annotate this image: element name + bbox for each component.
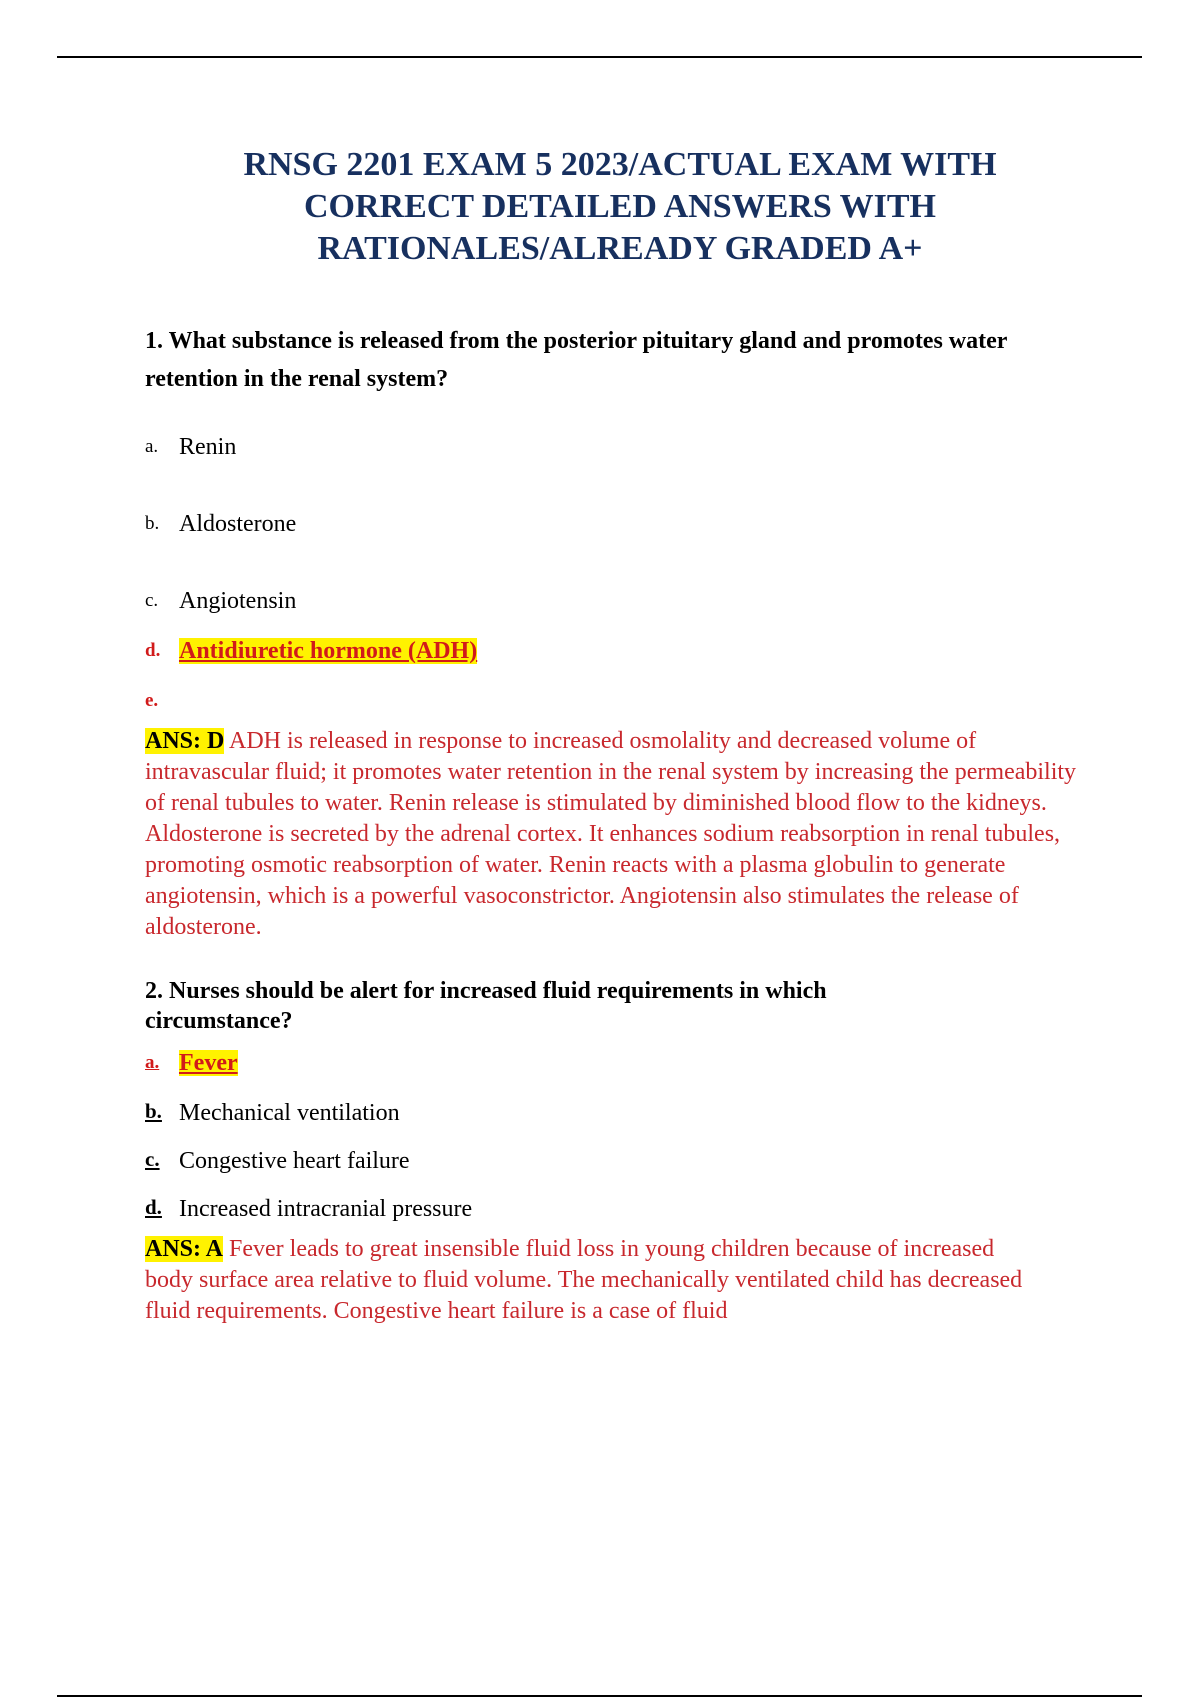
footer-rule: [57, 1695, 1142, 1697]
title-line-3: RATIONALES/ALREADY GRADED A+: [317, 230, 923, 267]
question-1-answer: [145, 726, 1090, 943]
option-text: Increased intracranial pressure: [179, 1196, 473, 1222]
question-1-text: 1. What substance is released from the posterior pituitary gland and promotes water retention in the renal system?: [145, 328, 1007, 392]
option-letter: c.: [145, 1147, 160, 1171]
correct-answer-highlight: Antidiuretic hormone (ADH): [179, 638, 478, 664]
question-2-option-a-correct: [145, 1048, 238, 1078]
option-letter: b.: [145, 513, 160, 534]
answer-rationale: ADH is released in response to increased osmolality and decreased volume of intravascular fluid; it promotes water retention in the renal system by increasing the permeability of renal tubules to water. Renin release is stimulated by diminished blood flow to the kidneys. Aldosterone is secreted by the adrenal cortex. It enhances sodium reabsorption in renal tubules, promoting osmotic reabsorption of water. Renin reacts with a plasma globulin to generate angiotensin, which is a powerful vasoconstrictor. Angiotensin also stimulates the release of aldosterone.: [145, 728, 1077, 940]
answer-rationale: Fever leads to great insensible fluid loss in young children because of increased body surface area relative to fluid volume. The mechanically ventilated child has decreased fluid requirements. Congestive heart failure is a case of fluid: [145, 1236, 1023, 1324]
option-letter: a.: [145, 436, 159, 457]
answer-label: ANS: D: [145, 728, 225, 754]
correct-answer-highlight: Fever: [179, 1050, 238, 1076]
question-2-option-c: [145, 1144, 410, 1176]
question-1-option-b: [145, 509, 296, 539]
question-2-text: 2. Nurses should be alert for increased fluid requirements in which circumstance?: [145, 978, 827, 1034]
document-title: [140, 144, 1100, 270]
option-text: Aldosterone: [179, 511, 297, 537]
question-1-option-d-correct: [145, 636, 477, 666]
option-letter: e.: [145, 690, 159, 711]
question-2-option-b: [145, 1096, 400, 1128]
option-letter: d.: [145, 1195, 162, 1219]
header-rule: [57, 56, 1142, 58]
option-text: Renin: [179, 434, 237, 460]
option-text: Congestive heart failure: [179, 1148, 410, 1174]
option-text: Mechanical ventilation: [179, 1100, 400, 1126]
question-2-option-d: [145, 1192, 472, 1224]
question-1-option-a: [145, 432, 236, 462]
title-line-2: CORRECT DETAILED ANSWERS WITH: [303, 188, 936, 225]
option-letter: b.: [145, 1099, 162, 1123]
option-letter: c.: [145, 590, 159, 611]
title-line-1: RNSG 2201 EXAM 5 2023/ACTUAL EXAM WITH: [243, 146, 997, 183]
option-letter: d.: [145, 640, 161, 661]
option-text: Angiotensin: [179, 588, 297, 614]
option-letter: a.: [145, 1052, 160, 1073]
question-1-option-e: [145, 686, 179, 716]
question-1-option-c: [145, 586, 296, 616]
answer-label: ANS: A: [145, 1236, 224, 1262]
question-2-answer: [145, 1234, 1045, 1327]
